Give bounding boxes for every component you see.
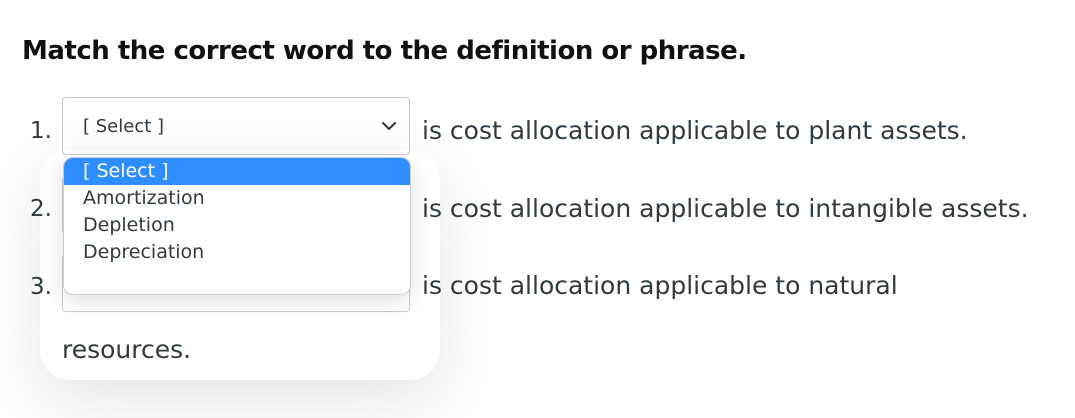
select-value-1: [ Select ] [83,116,165,137]
question-title: Match the correct word to the definition or phrase. [22,36,747,66]
dropdown-option-depreciation[interactable]: Depreciation [83,241,205,263]
row-number-2: 2. [30,196,52,222]
row-text-2: is cost allocation applicable to intangible assets. [422,194,1029,223]
row-number-1: 1. [30,118,52,144]
dropdown-option-select[interactable]: [ Select ] [64,158,410,185]
dropdown-option-depletion[interactable]: Depletion [83,214,175,236]
dropdown-option-amortization[interactable]: Amortization [83,187,205,209]
row-number-3: 3. [30,274,52,300]
row-text-1: is cost allocation applicable to plant assets. [422,116,968,145]
row-text-3-continued: resources. [62,335,192,364]
answer-select-1[interactable] [62,97,410,155]
chevron-down-icon [381,120,397,132]
dropdown-options-list[interactable] [63,157,411,295]
row-text-3: is cost allocation applicable to natural [422,271,898,300]
